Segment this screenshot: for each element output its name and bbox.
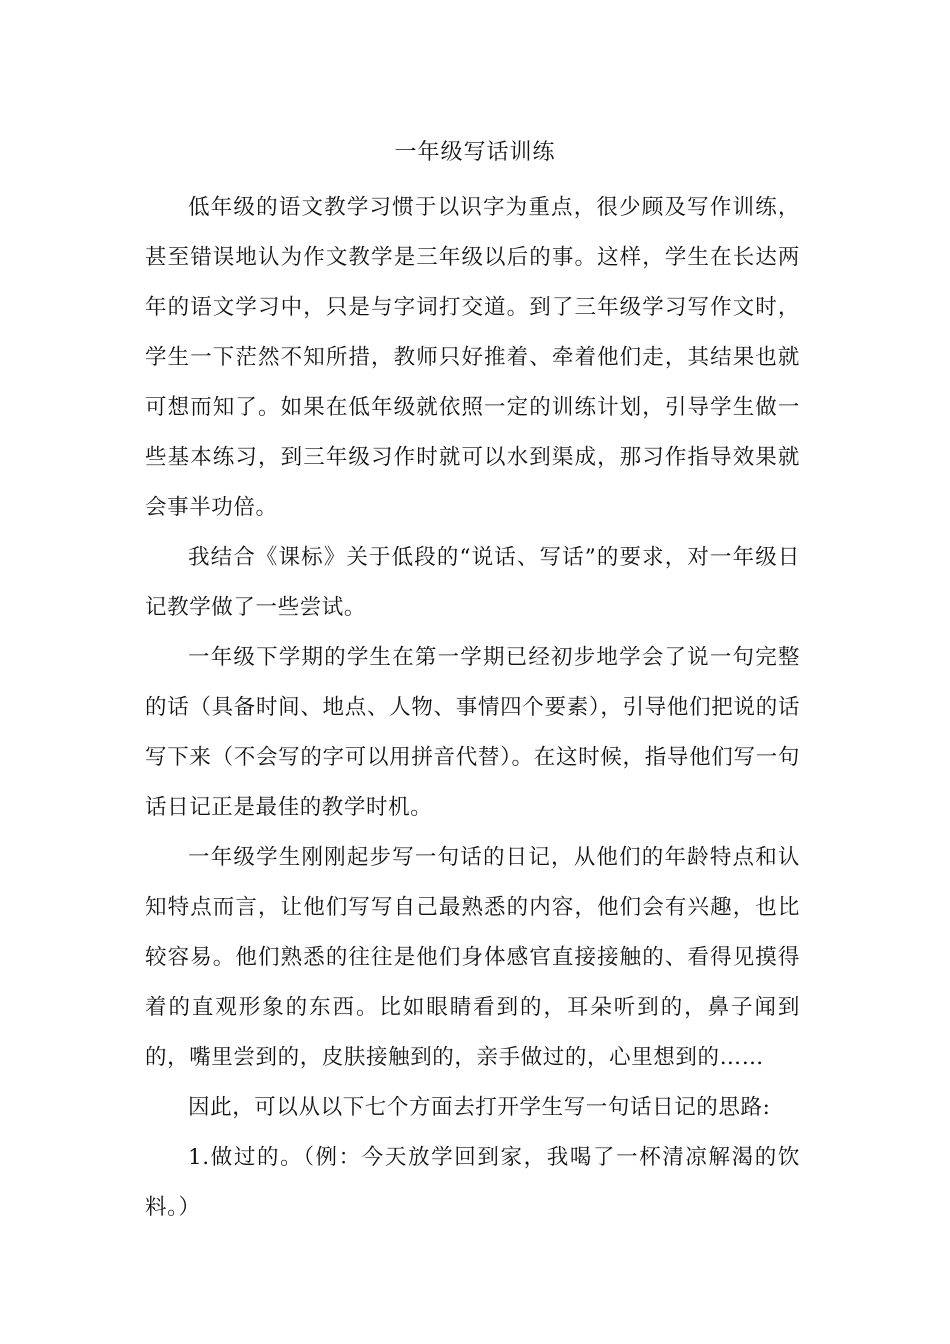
paragraph: 低年级的语文教学习惯于以识字为重点，很少顾及写作训练，甚至错误地认为作文教学是三年级以后的事。这样，学生在长达两年的语文学习中，只是与字词打交道。到了三年级学习写作文时，学生一下茫然不知所措，教师只好推着、牵着他们走，其结果也就可想而知了。如果在低年级就依照一定的训练计划，引导学生做一些基本练习，到三年级习作时就可以水到渠成，那习作指导效果就会事半功倍。 [145,195,800,520]
document-body [145,183,800,1233]
document-title: 一年级写话训练 [394,140,556,165]
paragraph: 1.做过的。（例：今天放学回到家，我喝了一杯清凉解渴的饮料。） [145,1145,800,1220]
paragraph: 因此，可以从以下七个方面去打开学生写一句话日记的思路: [188,1095,771,1120]
paragraph: 一年级下学期的学生在第一学期已经初步地学会了说一句完整的话（具备时间、地点、人物、事情四个要素），引导他们把说的话写下来（不会写的字可以用拼音代替）。在这时候，指导他们写一句话日记正是最佳的教学时机。 [145,645,800,820]
paragraph: 一年级学生刚刚起步写一句话的日记，从他们的年龄特点和认知特点而言，让他们写写自己最熟悉的内容，他们会有兴趣，也比较容易。他们熟悉的往往是他们身体感官直接接触的、看得见摸得着的直观形象的东西。比如眼睛看到的，耳朵听到的，鼻子闻到的，嘴里尝到的，皮肤接触到的，亲手做过的，心里想到的…… [145,845,800,1070]
paragraph: 我结合《课标》关于低段的“说话、写话”的要求，对一年级日记教学做了一些尝试。 [145,545,800,620]
